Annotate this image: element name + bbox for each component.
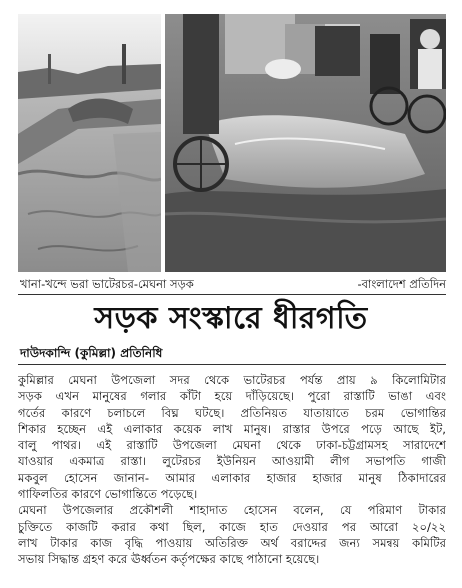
byline-divider [18,364,446,365]
photo-credit: -বাংলাদেশ প্রতিদিন [357,277,446,291]
photo-row [18,14,446,272]
damaged-road-photo [18,14,161,272]
damaged-road-image [18,14,161,272]
body-line: মকবুল হোসেন জানান- আমার এলাকার হাজার হাজার মানুষ ঠিকাদারের [18,470,446,485]
body-line: মেঘনা উপজেলার প্রকৌশলী শাহাদাত হোসেন বলেন, যে পরিমাণ টাকার [18,503,446,518]
body-line: গর্তের কারণে চলাচলে বিঘ্ন ঘটছে। প্রতিনিয়ত যাতায়াতে চরম ভোগান্তির [18,405,446,420]
waterlogged-road-image [165,14,446,272]
body-line: সভায় সিদ্ধান্ত গ্রহণ করে ঊর্ধ্বতন কর্তৃপক্ষের কাছে পাঠানো হয়েছে। [18,552,320,567]
article-body [18,372,446,568]
photo-caption: খানা-খন্দে ভরা ভাটেরচর-মেঘনা সড়ক [20,277,194,291]
byline: দাউদকান্দি (কুমিল্লা) প্রতিনিধি [20,346,163,360]
body-line: লাখ টাকার কাজ বৃদ্ধি পাওয়ায় অতিরিক্ত অর্থ বরাদ্দের জন্য সমন্বয় কমিটির [18,535,446,550]
body-line: গাফিলতির কারণে ভোগান্তিতে পড়েছে। [18,487,198,502]
paragraph [18,502,446,567]
headline: সড়ক সংস্কারে ধীরগতি [94,301,368,336]
body-line: শিকার হচ্ছেন এই এলাকার কয়েক লাখ মানুষ। রাস্তার উপরে পড়ে আছে ইট, [18,421,446,436]
body-line: সড়ক এখন মানুষের গলার কাঁটা হয়ে দাঁড়িয়েছে। পুরো রাস্তাটি ভাঙা এবং [18,389,446,404]
caption-divider [18,294,446,295]
body-line: বালু পাথর। এই রাস্তাটি উপজেলা মেঘনা থেকে ঢাকা-চট্টগ্রামসহ সারাদেশে [18,438,446,453]
body-line: যাওয়ার একমাত্র রাস্তা। লুটেরচর ইউনিয়ন আওয়ামী লীগ সভাপতি গাজী [18,454,446,469]
body-line: কুমিল্লার মেঘনা উপজেলা সদর থেকে ভাটেরচর পর্যন্ত প্রায় ৯ কিলোমিটার [18,373,446,387]
paragraph [18,372,446,502]
body-line: চুক্তিতে কাজটি করার কথা ছিল, কাজে হাত দেওয়ার পর আরো ২০/২২ [18,519,446,534]
waterlogged-road-photo [165,14,446,272]
